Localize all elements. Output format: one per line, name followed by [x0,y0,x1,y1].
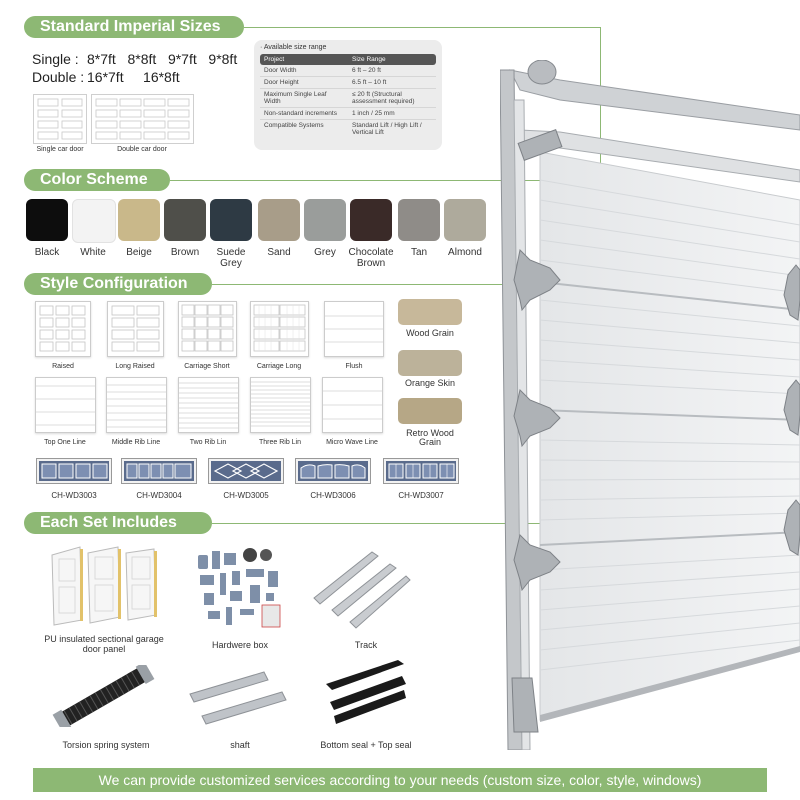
window-ch-wd3006[interactable] [295,458,371,484]
texture-wood-grain-swatch[interactable] [398,299,462,325]
include-seal-image [324,658,408,728]
size-list [32,50,237,86]
style-three-rib-lin-panel[interactable] [250,377,311,433]
style-caption: Top One Line [44,439,86,446]
color-label: Beige [126,247,152,258]
table-cell: Compatible Systems [264,122,324,129]
seal-icon [324,658,408,728]
double-sizes: 16*7ft 16*8ft [87,69,180,85]
table-row [260,120,436,139]
table-cell: 6 ft – 20 ft [348,65,436,77]
micro-wave-line-graphic [323,378,382,432]
window-label: CH-WD3006 [310,491,356,500]
color-swatch-almond[interactable] [444,199,486,241]
style-raised-panel[interactable] [35,301,91,357]
window-label: CH-WD3005 [223,491,269,500]
hardware-icon [190,543,290,635]
color-label: Grey [314,247,336,258]
color-swatch-chocolate-brown[interactable] [350,199,392,241]
color-label: Black [34,247,60,258]
sizes-section-title: Standard Imperial Sizes [24,16,244,38]
style-caption: Two Rib Lin [189,439,227,446]
window-ch-wd3004[interactable] [121,458,197,484]
color-label: Chocolate Brown [348,247,394,269]
include-label: Torsion spring system [62,740,150,750]
torsion-spring-icon [48,665,158,727]
style-flush-panel[interactable] [324,301,384,357]
style-top-one-line-panel[interactable] [35,377,96,433]
texture-label: Wood Grain [406,328,454,338]
texture-label: Orange Skin [404,378,456,388]
color-label: Suede Grey [216,247,246,269]
single-door-graphic [34,95,86,143]
single-door-thumbnail [33,94,87,144]
style-caption: Carriage Long [256,363,302,370]
style-carriage-long-panel[interactable] [250,301,309,357]
texture-label-retro [390,429,470,447]
panels-graphic [50,545,160,630]
style-caption: Raised [52,363,74,370]
color-swatch-suede-grey[interactable] [210,199,252,241]
carriage-long-graphic [251,302,308,356]
style-caption: Middle Rib Line [111,439,161,446]
style-caption: Micro Wave Line [326,439,378,446]
table-row [260,108,436,120]
window-ch-wd3007[interactable] [383,458,459,484]
window-graphic [384,459,458,483]
include-label: Bottom seal + Top seal [320,740,412,750]
color-label: White [80,247,106,258]
table-cell: Non-standard increments [260,108,348,120]
style-caption: Carriage Short [184,363,230,370]
table-row [260,77,436,89]
include-label: Track [354,640,378,650]
include-track-image [312,550,412,630]
color-label: Brown [170,247,200,258]
table-header-size-range: Size Range [348,54,436,65]
color-swatch-grey[interactable] [304,199,346,241]
window-label: CH-WD3007 [398,491,444,500]
texture-retro-wood-grain-swatch[interactable] [398,398,462,424]
top-one-line-graphic [36,378,95,432]
include-hardware-image [190,543,290,635]
table-row [260,89,436,108]
include-panels-image [50,545,160,630]
color-label: Tan [410,247,428,258]
include-label: PU insulated sectional garage door panel [44,634,164,654]
size-range-grid [260,54,436,138]
texture-orange-skin-swatch[interactable] [398,350,462,376]
include-shaft-image [188,668,288,728]
style-middle-rib-line-panel[interactable] [106,377,167,433]
double-label: Double : [32,69,85,85]
track-icon [312,550,412,630]
middle-rib-line-graphic [107,378,166,432]
garage-door-graphic [500,60,800,750]
window-ch-wd3003[interactable] [36,458,112,484]
color-label: Almond [448,247,482,258]
color-swatch-sand[interactable] [258,199,300,241]
three-rib-lin-graphic [251,378,310,432]
table-cell: Maximum Single Leaf Width [260,89,348,108]
window-graphic [209,459,283,483]
table-cell: ≤ 20 ft (Structural assessment required) [348,89,436,108]
style-section-title: Style Configuration [24,273,212,295]
style-long-raised-panel[interactable] [107,301,164,357]
color-swatch-tan[interactable] [398,199,440,241]
color-label: Sand [267,247,291,258]
include-label: Hardwere box [211,640,269,650]
color-section-title: Color Scheme [24,169,170,191]
single-door-caption: Single car door [36,146,84,153]
style-carriage-short-panel[interactable] [178,301,237,357]
table-cell: 1 inch / 25 mm [348,108,436,120]
color-swatch-white[interactable] [72,199,116,243]
carriage-short-graphic [179,302,236,356]
single-sizes: 8*7ft 8*8ft 9*7ft 9*8ft [87,51,238,67]
window-graphic [296,459,370,483]
window-label: CH-WD3004 [136,491,182,500]
table-cell: Standard Lift / High Lift / Vertical Lift [352,122,422,136]
double-door-caption: Double car door [117,146,167,153]
table-row [260,65,436,77]
style-two-rib-lin-panel[interactable] [178,377,239,433]
table-cell: Door Width [260,65,348,77]
footer-banner: We can provide customized services according to your needs (custom size, color, style, windows) [33,768,767,792]
window-graphic [37,459,111,483]
double-door-graphic [92,95,193,143]
include-label: shaft [230,740,250,750]
texture-label-text: Retro Wood Grain [406,428,454,447]
style-micro-wave-line-panel[interactable] [322,377,383,433]
style-caption: Long Raised [115,363,155,370]
size-range-table [254,40,442,150]
table-cell: Door Height [260,77,348,89]
table-cell: 6.5 ft – 10 ft [348,77,436,89]
single-label: Single : [32,51,79,67]
style-caption: Flush [345,363,363,370]
include-spring-image [48,665,158,727]
double-door-thumbnail [91,94,194,144]
window-ch-wd3005[interactable] [208,458,284,484]
garage-door-photo [500,60,800,750]
flush-graphic [325,302,383,356]
window-graphic [122,459,196,483]
includes-section-title: Each Set Includes [24,512,212,534]
raised-graphic [36,302,90,356]
window-label: CH-WD3003 [51,491,97,500]
color-swatch-black[interactable] [26,199,68,241]
sizes-leader-line [244,27,600,28]
table-header-project: Project [260,54,348,65]
style-caption: Three Rib Lin [258,439,302,446]
color-swatch-brown[interactable] [164,199,206,241]
size-range-title: · Available size range [260,44,327,51]
shaft-icon [188,668,288,728]
long-raised-graphic [108,302,163,356]
two-rib-lin-graphic [179,378,238,432]
color-swatch-beige[interactable] [118,199,160,241]
